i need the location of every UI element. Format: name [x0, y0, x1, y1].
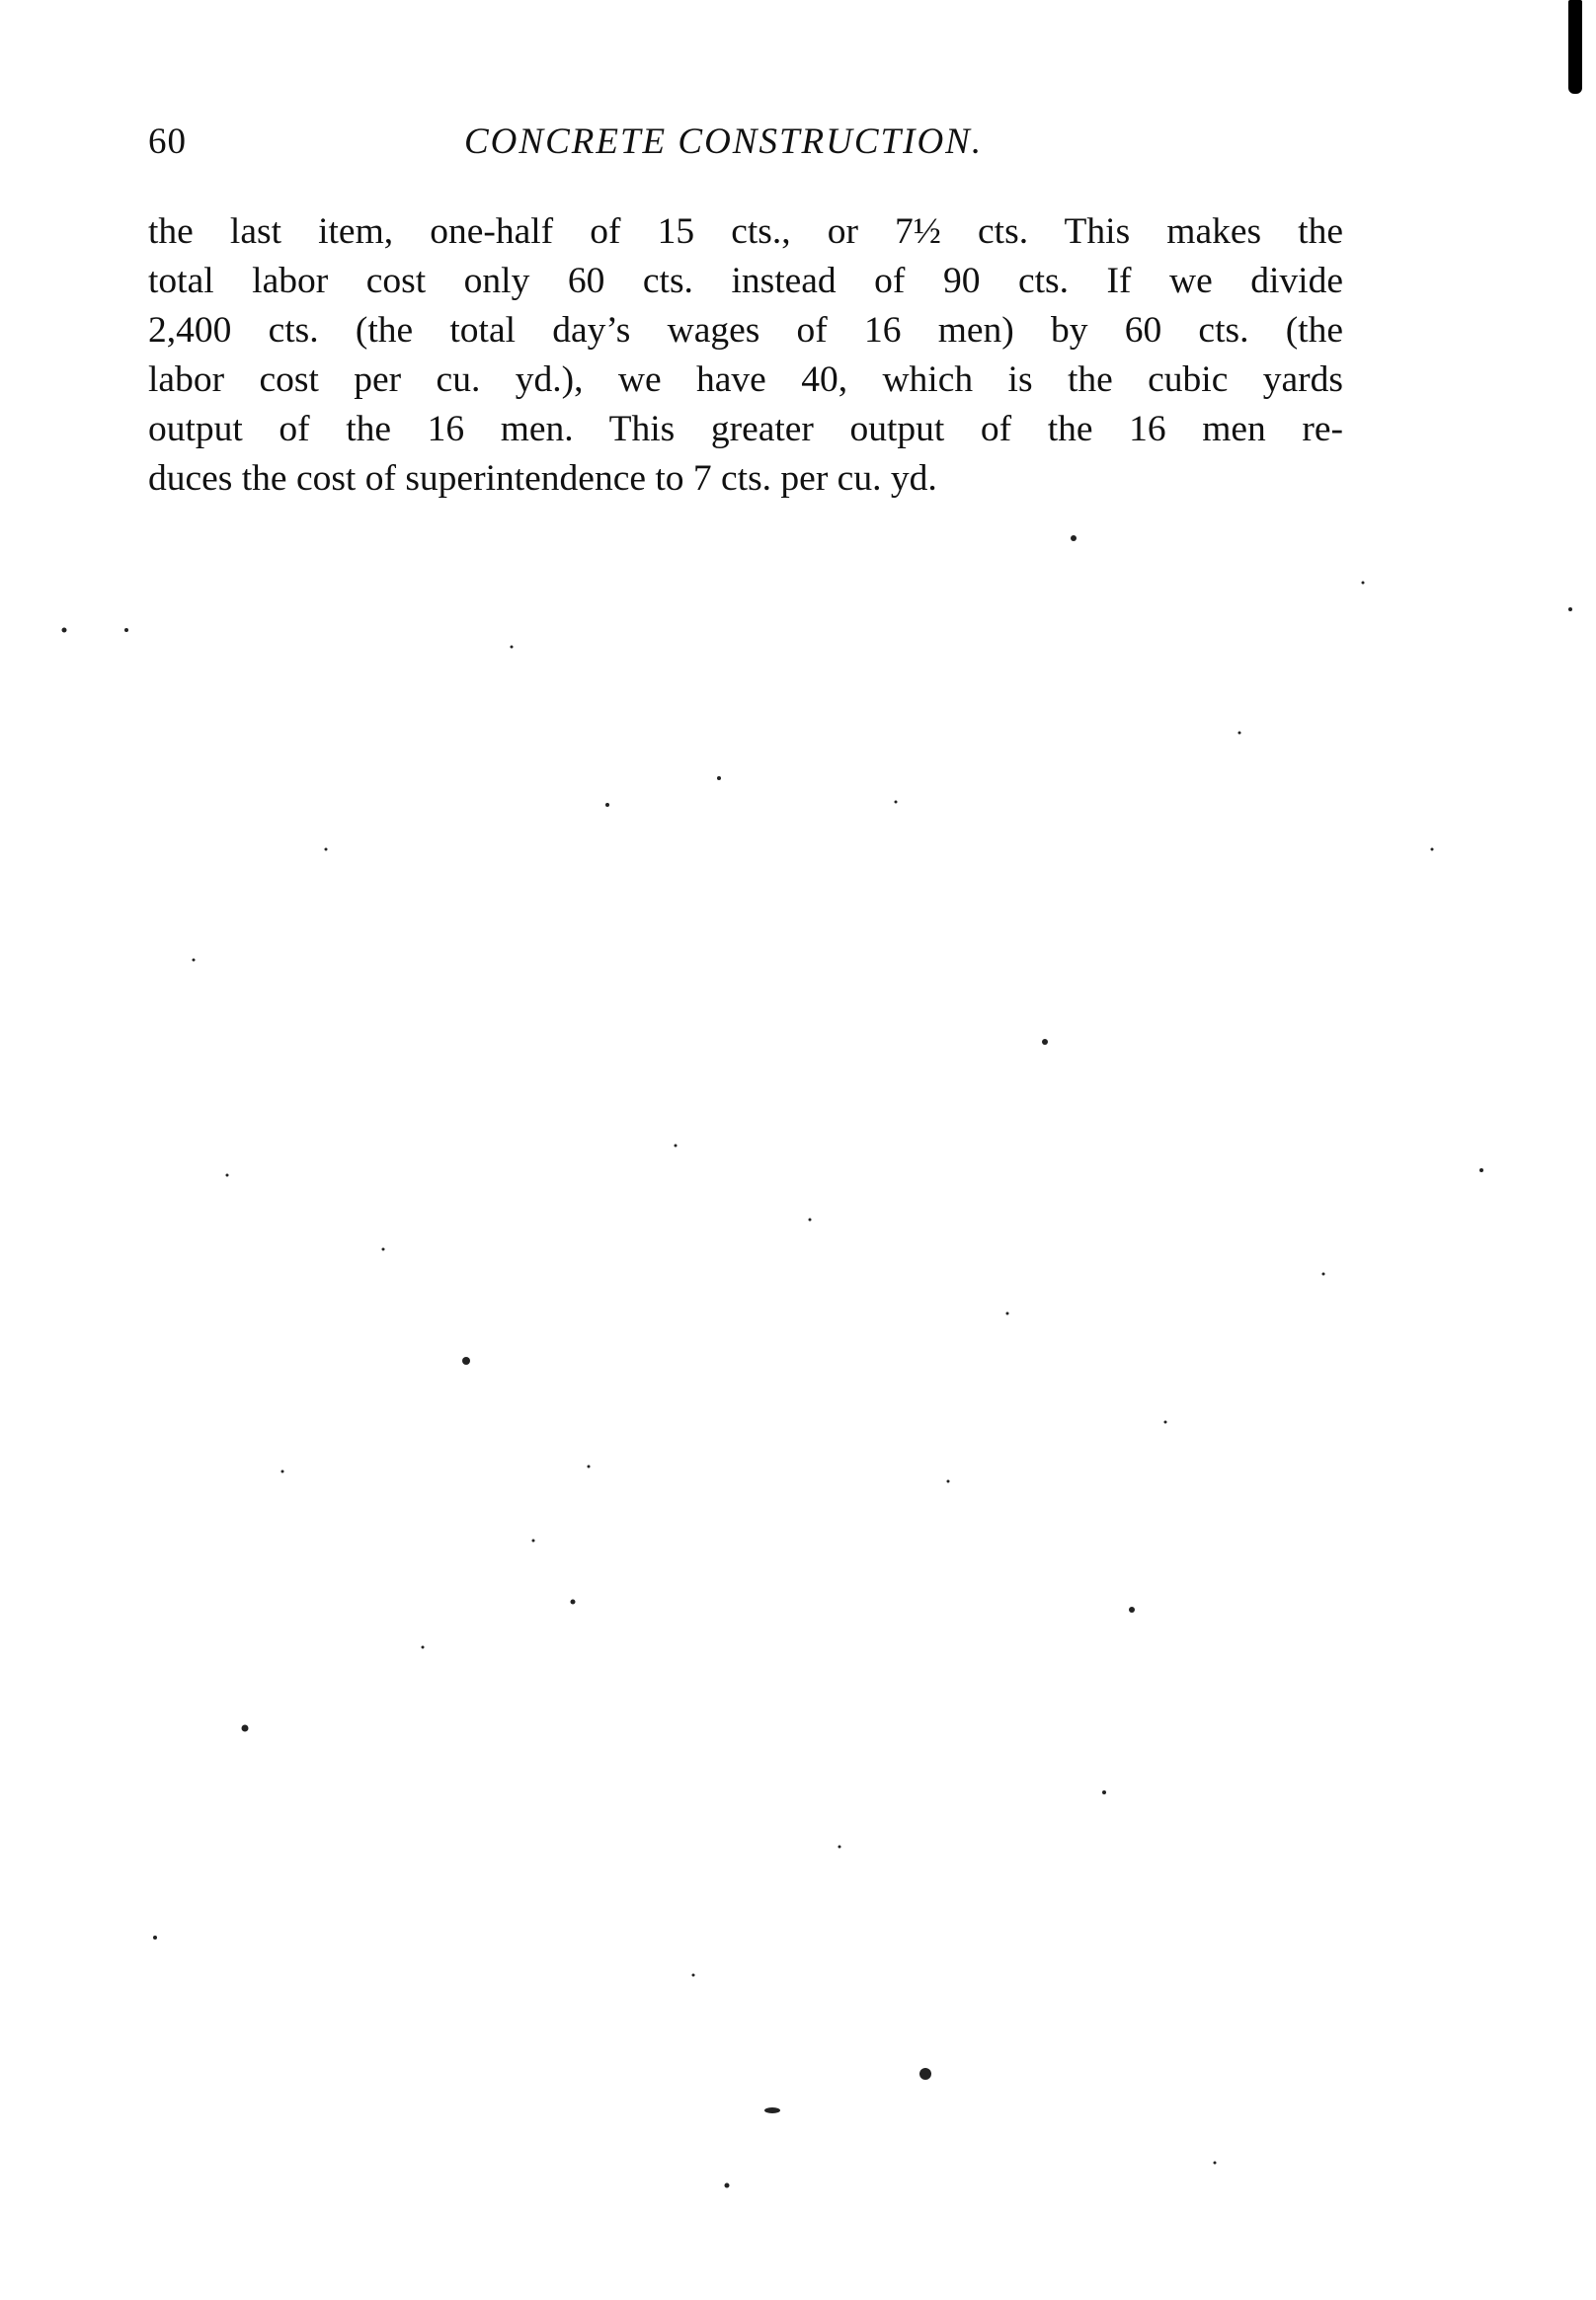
text-line: total labor cost only 60 cts. instead of 90 cts. If we divide	[148, 261, 1343, 301]
text-line: the last item, one-half of 15 cts., or 7½ cts. This makes the	[148, 211, 1343, 252]
text-line: output of the 16 men. This greater output of the 16 men re-	[148, 409, 1343, 449]
text-line: labor cost per cu. yd.), we have 40, which is the cubic yards	[148, 359, 1343, 400]
page-number: 60	[148, 121, 187, 162]
text-line: 2,400 cts. (the total day’s wages of 16 men) by 60 cts. (the	[148, 310, 1343, 351]
running-title: CONCRETE CONSTRUCTION.	[464, 121, 984, 162]
text-line: duces the cost of superintendence to 7 cts. per cu. yd.	[148, 458, 937, 499]
